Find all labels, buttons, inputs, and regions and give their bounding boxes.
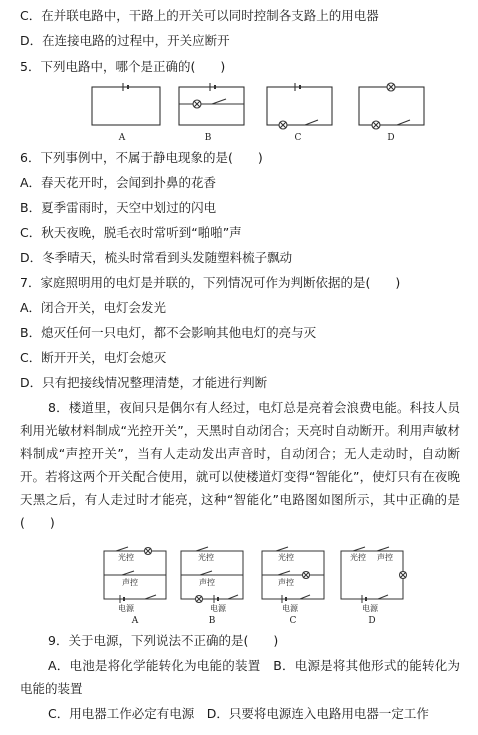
q6-option-c: C．秋天夜晚，脱毛衣时常听到“啪啪”声: [20, 225, 242, 240]
q8-b-power: 电源: [210, 604, 226, 613]
q4-option-c: C．在并联电路中，干路上的开关可以同时控制各支路上的用电器: [20, 8, 379, 23]
q6-option-d: D．冬季晴天，梳头时常看到头发随塑料梳子飘动: [20, 250, 293, 265]
q8-text: 8．楼道里，夜间只是偶尔有人经过，电灯总是亮着会浪费电能。科技人员利用光敏材料制成“光控开关”，天黑时自动闭合；天亮时自动断开。利用声敏材料制成“声控开关”，当有人走动发出声音时，自动闭合；无人走动时，自动断开。若将这两个开关配合使用，就可以使楼道灯变得“智能化”，使灯只有在夜晚天黑之后，有人走过时才能亮，这种“智能化”电路图如图所示，其中正确的是( ): [20, 400, 460, 530]
q7-stem: 7．家庭照明用的电灯是并联的，下列情况可作为判断依据的是( ): [20, 275, 401, 290]
q8-label-d: D: [368, 616, 376, 626]
q7-option-c: C．断开开关，电灯会熄灭: [20, 350, 167, 365]
q9-option-ab-text: A．电池是将化学能转化为电能的装置 B．电源是将其他形式的能转化为电能的装置: [20, 658, 460, 696]
q8-c-power: 电源: [282, 604, 298, 613]
q7-option-b: B．熄灭任何一只电灯，都不会影响其他电灯的亮与灭: [20, 325, 317, 340]
q9-stem: 9．关于电源，下列说法不正确的是( ): [48, 633, 279, 648]
q9-options-ab: [20, 654, 460, 700]
q5-label-b: B: [204, 133, 212, 143]
q6-option-b: B．夏季雷雨时，天空中划过的闪电: [20, 200, 217, 215]
q5-label-c: C: [294, 133, 302, 143]
q8-circuit-a: [104, 547, 166, 603]
q8-d-power: 电源: [362, 604, 378, 613]
q5-label-a: A: [118, 133, 126, 143]
q8-c-sound: 声控: [278, 578, 294, 587]
q8-d-sound: 声控: [377, 553, 393, 562]
q6-option-a: A．春天花开时，会闻到扑鼻的花香: [20, 175, 217, 190]
q8-c-light: 光控: [278, 553, 294, 562]
q8-d-light: 光控: [350, 553, 366, 562]
q8-label-b: B: [208, 616, 216, 626]
q9-options-cd: C．用电器工作必定有电源 D．只要将电源连入电路用电器一定工作: [48, 706, 429, 721]
q8-b-sound: 声控: [199, 578, 215, 587]
q6-stem: 6．下列事例中，不属于静电现象的是( ): [20, 150, 263, 165]
q8-a-power: 电源: [118, 604, 134, 613]
q5-stem: 5．下列电路中，哪个是正确的( ): [20, 59, 226, 74]
q7-option-a: A．闭合开关，电灯会发光: [20, 300, 167, 315]
q8-label-c: C: [289, 616, 297, 626]
q5-label-d: D: [387, 133, 395, 143]
q7-option-d: D．只有把接线情况整理清楚，才能进行判断: [20, 375, 268, 390]
q8-b-light: 光控: [198, 553, 214, 562]
q8-a-light: 光控: [118, 553, 134, 562]
q4-option-d: D．在连接电路的过程中，开关应断开: [20, 33, 230, 48]
q8-label-a: A: [131, 616, 139, 626]
q8-a-sound: 声控: [122, 578, 138, 587]
